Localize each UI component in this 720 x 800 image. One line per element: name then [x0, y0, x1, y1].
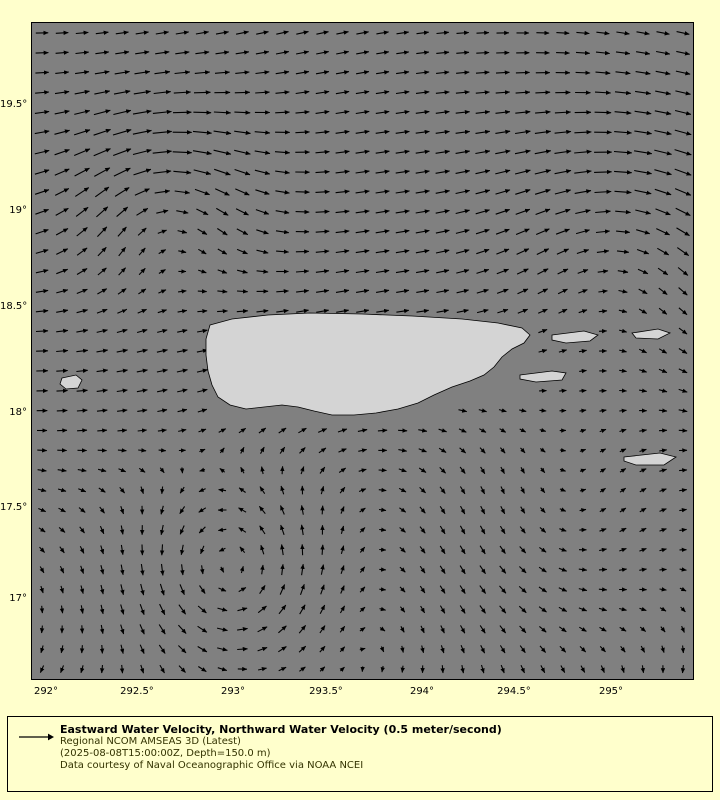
y-tick-label: 17.5° [0, 502, 28, 513]
y-tick-label: 19.5° [0, 99, 28, 110]
caption-time-depth: (2025-08-08T15:00:00Z, Depth=150.0 m) [60, 748, 271, 759]
caption-text-block [60, 723, 700, 772]
x-tick-label: 292° [33, 686, 59, 697]
y-tick-label: 18.5° [0, 301, 28, 312]
st-croix-landmass [624, 453, 676, 465]
legend-caption-box [7, 716, 713, 792]
map-plot-area[interactable] [31, 22, 694, 680]
caption-credit: Data courtesy of Naval Oceanographic Office via NOAA NCEI [60, 760, 364, 771]
x-tick-label: 293° [220, 686, 246, 697]
x-tick-label: 293.5° [309, 686, 343, 697]
y-tick-label: 17° [9, 593, 27, 604]
vector-arrow-icon [18, 731, 54, 743]
st-thomas-landmass [632, 329, 670, 339]
y-tick-label: 19° [9, 205, 27, 216]
mona-island-landmass [60, 375, 82, 389]
culebra-landmass [552, 331, 598, 343]
y-tick-label: 18° [9, 407, 27, 418]
caption-title: Eastward Water Velocity, Northward Water Velocity (0.5 meter/second) [60, 723, 502, 736]
land-polygons [32, 23, 693, 679]
vieques-landmass [520, 371, 566, 382]
x-tick-label: 294° [409, 686, 435, 697]
x-tick-label: 295° [598, 686, 624, 697]
x-tick-label: 294.5° [497, 686, 531, 697]
caption-dataset: Regional NCOM AMSEAS 3D (Latest) [60, 736, 241, 747]
x-tick-label: 292.5° [120, 686, 154, 697]
puerto-rico-landmass [206, 313, 530, 415]
